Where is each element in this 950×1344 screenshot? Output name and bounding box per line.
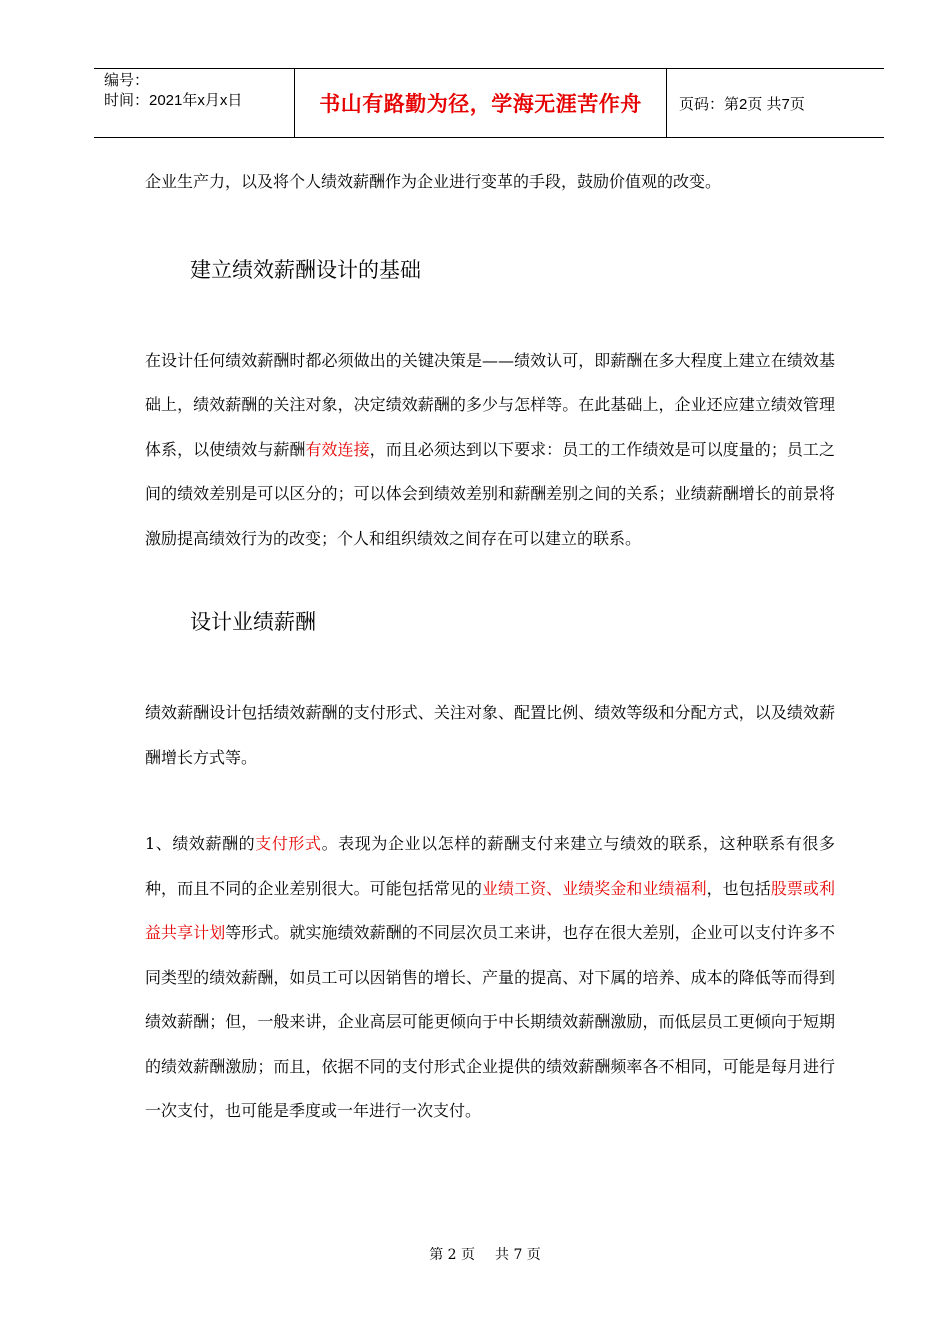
section-heading-foundation: 建立绩效薪酬设计的基础 (190, 257, 421, 282)
highlight-payment-form: 支付形式 (255, 834, 322, 853)
paragraph-payment-form (145, 822, 835, 1134)
paragraph-payment-text-3: ，也包括 (706, 878, 771, 898)
paragraph-payment-text-4: 等形式。就实施绩效薪酬的不同层次员工来讲，也存在很大差别，企业可以支付许多不同类型的绩效薪酬，如员工可以因销售的增长、产量的提高、对下属的培养、成本的降低等而得到绩效薪酬；但，一般来讲，企业高层可能更倾向于中长期绩效薪酬激励，而低层员工更倾向于短期的绩效薪酬激励；而且，依据不同的支付形式企业提供的绩效薪酬频率各不相同，可能是每月进行一次支付，也可能是季度或一年进行一次支付。 (145, 923, 835, 1120)
footer-page-current: 第 2 页 (429, 1247, 475, 1263)
highlight-performance-pay-types: 业绩工资、业绩奖金和业绩福利 (481, 878, 707, 898)
section-heading-design: 设计业绩薪酬 (190, 610, 316, 634)
paragraph-foundation-text-2: ，而且必须达到以下要求：员工的工作绩效是可以度量的；员工之间的绩效差别是可以区分的；可以体会到绩效差别和薪酬差别之间的关系；业绩薪酬增长的前景将激励提高绩效行为的改变；个人和组织绩效之间存在可以建立的联系。 (145, 439, 835, 548)
paragraph-payment-text-1: 1、绩效薪酬的 (145, 834, 256, 853)
header-meta-cell (94, 69, 295, 137)
paragraph-design-overview: 绩效薪酬设计包括绩效薪酬的支付形式、关注对象、配置比例、绩效等级和分配方式，以及绩效薪酬增长方式等。 (145, 703, 835, 767)
footer-page-total: 共 7 页 (495, 1247, 541, 1263)
header-page-info: 页码：第2页 共7页 (679, 95, 805, 113)
page-header (94, 68, 884, 138)
header-motto: 书山有路勤为径，学海无涯苦作舟 (319, 91, 642, 116)
paragraph-foundation-text-1: 在设计任何绩效薪酬时都必须做出的关键决策是——绩效认可，即薪酬在多大程度上建立在绩效基础上，绩效薪酬的关注对象，决定绩效薪酬的多少与怎样等。在此基础上，企业还应建立绩效管理体系，以使绩效与薪酬 (145, 350, 835, 459)
highlight-stock-profit-sharing: 股票或利益共享计划 (145, 878, 835, 942)
document-time-label: 时间：2021年x月x日 (104, 92, 243, 109)
header-motto-cell (295, 69, 667, 137)
highlight-effective-link: 有效连接 (305, 439, 370, 459)
document-number-label: 编号： (104, 72, 150, 89)
paragraph-foundation (145, 339, 835, 562)
paragraph-intro: 企业生产力，以及将个人绩效薪酬作为企业进行变革的手段，鼓励价值观的改变。 (145, 172, 722, 191)
page-footer (0, 1244, 950, 1264)
paragraph-payment-text-2: 。表现为企业以怎样的薪酬支付来建立与绩效的联系，这种联系有很多种，而且不同的企业差别很大。可能包括常见的 (145, 834, 835, 898)
document-body (145, 160, 835, 1134)
header-page-cell (667, 69, 884, 137)
